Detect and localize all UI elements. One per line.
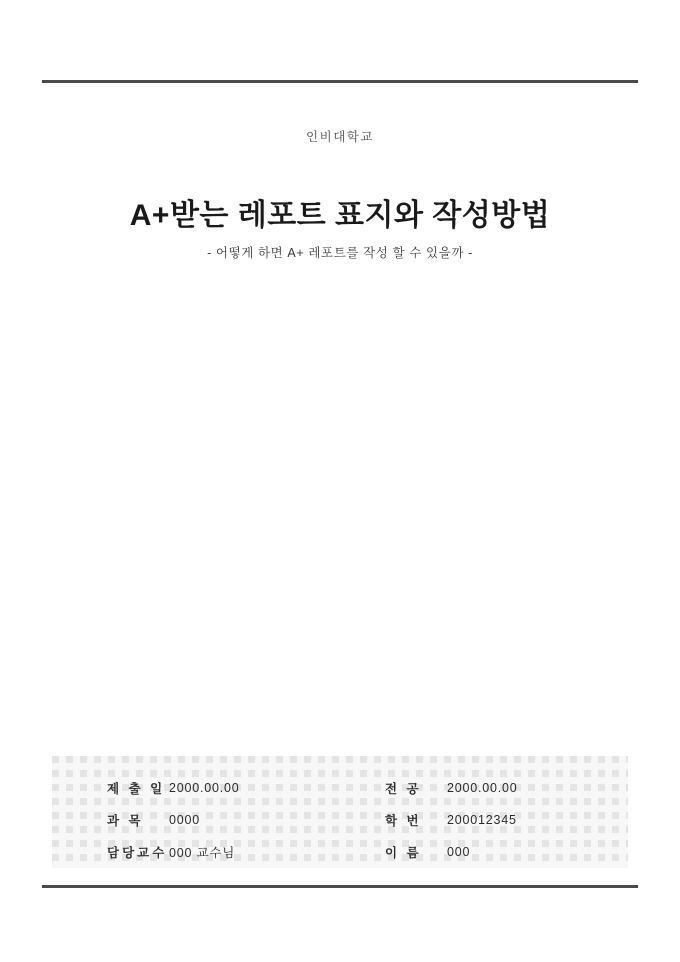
subject-label: 과 목 [107,814,144,828]
major-label: 전 공 [385,782,422,796]
bottom-divider-rule [42,885,638,888]
page-subtitle: - 어떻게 하면 A+ 레포트를 작성 할 수 있을까 - [207,246,473,260]
page-title: A+받는 레포트 표지와 작성방법 [129,199,551,232]
table-row [340,779,628,797]
name-label: 이 름 [385,846,422,860]
top-divider-rule [42,80,638,83]
student-id-label: 학 번 [385,814,422,828]
table-row [52,843,340,861]
subject-value: 0000 [169,813,201,827]
table-row [52,811,340,829]
table-row [52,779,340,797]
submit-date-value: 2000.00.00 [169,781,240,795]
submit-date-label: 제 출 일 [107,782,166,796]
info-table [52,756,628,868]
name-value: 000 [447,845,471,859]
professor-label: 담당교수 [107,846,168,860]
student-id-value: 200012345 [447,813,517,827]
university-name: 인비대학교 [306,130,374,144]
table-row [340,843,628,861]
professor-value: 000 교수님 [169,846,236,860]
table-row [340,811,628,829]
major-value: 2000.00.00 [447,781,518,795]
